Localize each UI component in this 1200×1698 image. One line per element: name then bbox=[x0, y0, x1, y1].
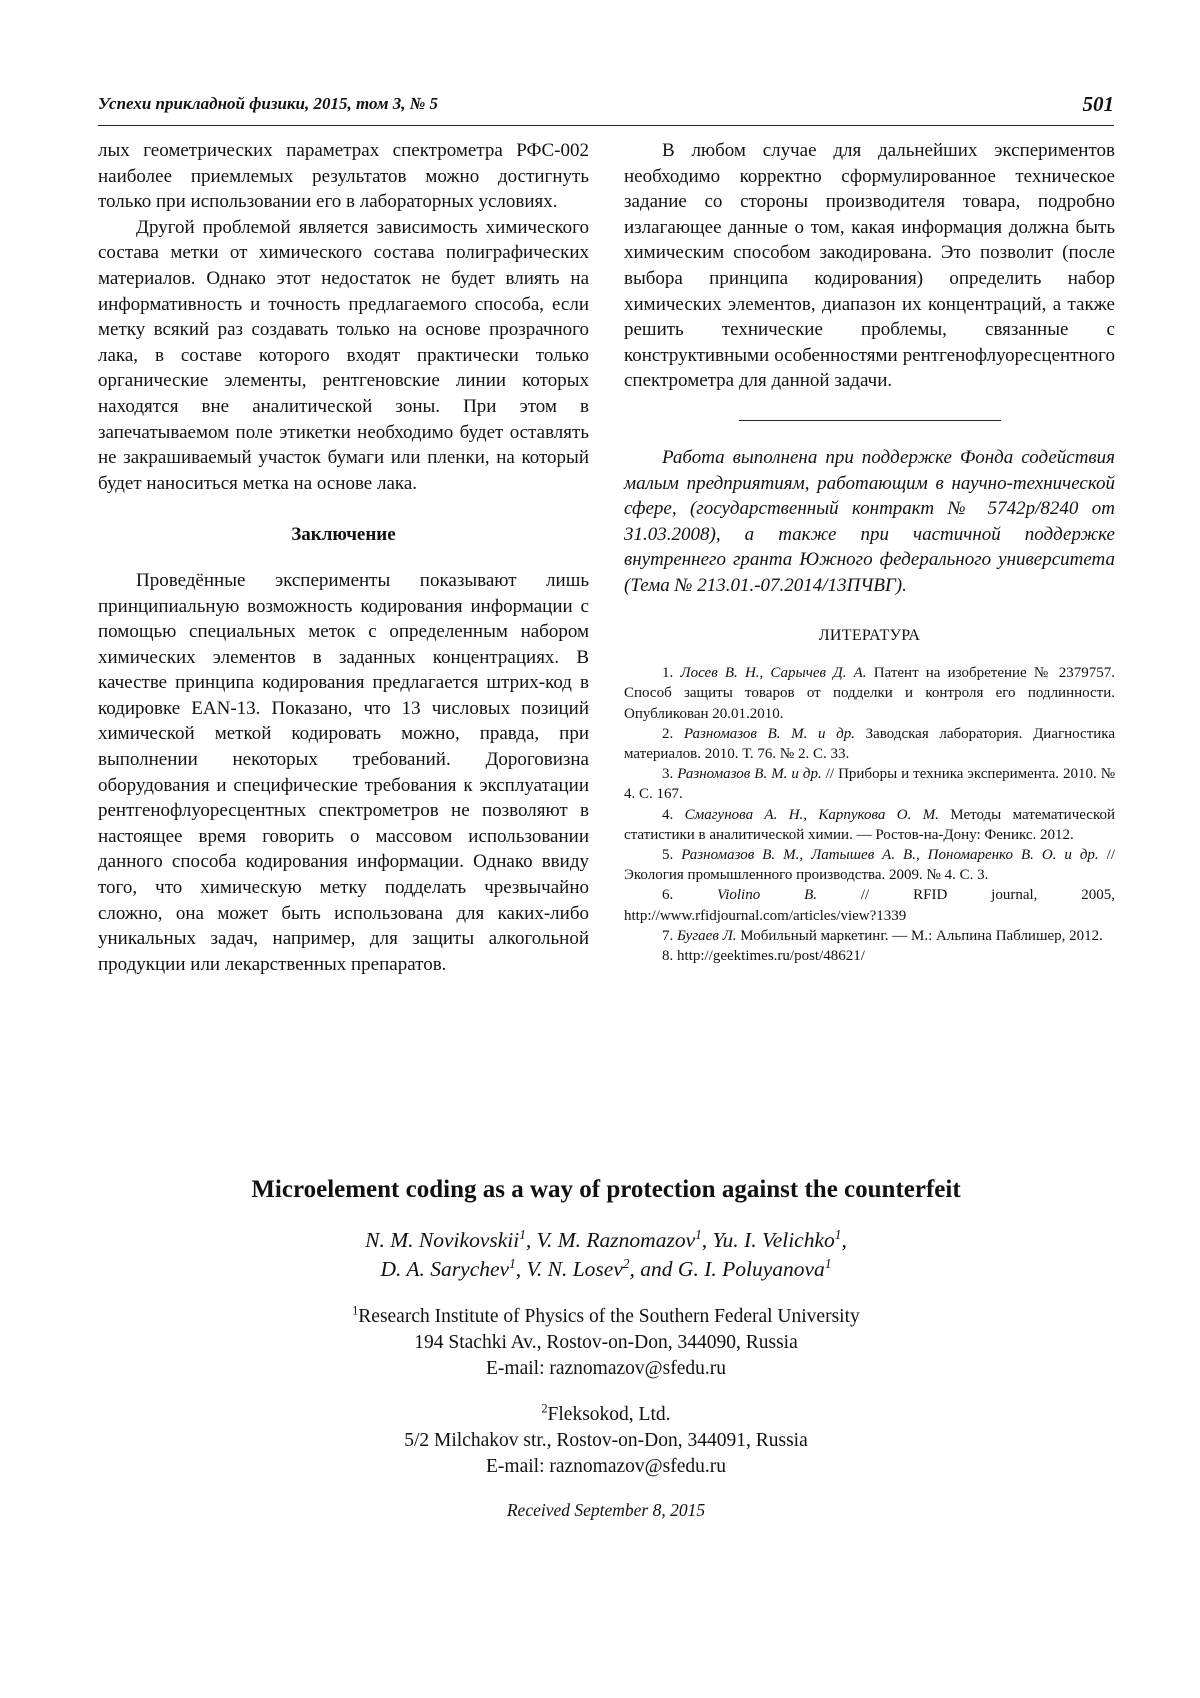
page-number: 501 bbox=[1082, 92, 1114, 116]
reference-item: 1. Лосев В. Н., Сарычев Д. А. Патент на изобретение № 2379757. Способ защиты товаров от подделки и контроля его подлинности. Опубликован 20.01.2010. bbox=[624, 665, 1115, 722]
references-heading: ЛИТЕРАТУРА bbox=[818, 626, 921, 644]
header-rule bbox=[98, 125, 1114, 126]
affiliation-email: E-mail: raznomazov@sfedu.ru bbox=[486, 1358, 726, 1379]
reference-item: 4. Смагунова А. Н., Карпукова О. М. Методы математической статистики в аналитической химии. — Ростов-на-Дону: Феникс. 2012. bbox=[624, 806, 1116, 843]
reference-item: 3. Разномазов В. М. и др. // Приборы и техника эксперимента. 2010. № 4. С. 167. bbox=[624, 766, 1116, 803]
reference-item: 6. Violino B. // RFID journal, 2005, http://www.rfidjournal.com/articles/view?1339 bbox=[624, 887, 1116, 924]
english-title: Microelement coding as a way of protection against the counterfeit bbox=[251, 1176, 961, 1203]
section-separator bbox=[739, 420, 1001, 421]
acknowledgment: Работа выполнена при поддержке Фонда содействия малым предприятиям, работающим в научно-технической сфере, (государственный контракт № 5742р/8240 от 31.03.2008), а также при частичной поддержке внутреннего гранта Южного федерального университета (Тема № 213.01.-07.2014/13ПЧВГ). bbox=[624, 446, 1115, 596]
english-abstract-block bbox=[98, 1176, 1114, 1521]
affiliation-1: $^1$Research Institute of Physics of the Southern Federal University 194 Stachki Av., Rostov-on-Don, 344090, Russia E-mail: raznomazov@sfedu.ru bbox=[98, 1304, 1114, 1382]
journal-citation: Успехи прикладной физики, 2015, том 3, № 5 bbox=[98, 94, 439, 113]
paragraph-continuation: лых геометрических параметрах спектрометра РФС-002 наиболее приемлемых результатов можно достигнуть только при использовании его в лабораторных условиях. bbox=[98, 140, 589, 213]
reference-item: 5. Разномазов В. М., Латышев А. В., Пономаренко В. О. и др. // Экология промышленного производства. 2009. № 4. С. 3. bbox=[624, 846, 1115, 884]
affiliation-email: E-mail: raznomazov@sfedu.ru bbox=[486, 1456, 726, 1477]
english-authors bbox=[98, 1226, 1114, 1284]
reference-item: 7. Бугаев Л. Мобильный маркетинг. — М.: Альпина Паблишер, 2012. bbox=[662, 927, 1103, 944]
paragraph-further-experiments: В любом случае для дальнейших экспериментов необходимо корректно сформулированное техническое задание со стороны производителя товара, подробно излагающее данные о том, какая информация должна быть химическим способом закодирована. Это позволит (после выбора принципа кодирования) определить набор химических элементов, диапазон их концентраций, а также решить технические проблемы, связанные с конструктивными особенностями рентгенофлуоресцентного спектрометра для данной задачи. bbox=[624, 140, 1115, 392]
affiliation-2: $^2$Fleksokod, Ltd. 5/2 Milchakov str., Rostov-on-Don, 344091, Russia E-mail: raznomazov@sfedu.ru bbox=[98, 1402, 1114, 1480]
conclusion-heading: Заключение bbox=[291, 524, 396, 546]
references-list bbox=[624, 663, 1115, 966]
left-column bbox=[98, 138, 589, 977]
authors-line: D. A. Sarychev$^1$, V. N. Losev$^2$, and G. I. Poluyanova$^1$ bbox=[380, 1255, 832, 1281]
right-column bbox=[624, 138, 1115, 966]
paragraph-composition-problem: Другой проблемой является зависимость химического состава метки от химического состава полиграфических материалов. Однако этот недостаток не будет влиять на информативность и точность предлагаемого способа, если метку всякий раз создавать только на основе прозрачного лака, в составе которого входят практически только органические элементы, рентгеновские линии которых находятся вне аналитической зоны. При этом в запечатываемом поле этикетки необходимо будет оставлять не закрашиваемый участок бумаги или пленки, на который будет наноситься метка на основе лака. bbox=[98, 216, 589, 494]
received-date: Received September 8, 2015 bbox=[506, 1500, 706, 1520]
running-header bbox=[98, 92, 1114, 124]
authors-line: N. M. Novikovskii$^1$, V. M. Raznomazov$^1$, Yu. I. Velichko$^1$, bbox=[365, 1226, 847, 1252]
paragraph-conclusion: Проведённые эксперименты показывают лишь принципиальную возможность кодирования информации с помощью специальных меток с определенным набором химических элементов в заданных концентрациях. В качестве принципа кодирования предлагается штрих-код в кодировке EAN-13. Показано, что 13 числовых позиций химической меткой кодировать можно, правда, при выполнении некоторых требований. Дороговизна оборудования и специфические требования к эксплуатации рентгенофлуоресцентных спектрометров не позволяют в настоящее время говорить о массовом использовании данного способа кодирования информации. Однако ввиду того, что химическую метку подделать чрезвычайно сложно, она может быть использована для каких-либо уникальных задач, например, для защиты алкогольной продукции или лекарственных препаратов. bbox=[98, 569, 589, 975]
reference-item: 2. Разномазов В. М. и др. Заводская лаборатория. Диагностика материалов. 2010. Т. 76. № 2. С. 33. bbox=[624, 725, 1115, 762]
reference-item: 8. http://geektimes.ru/post/48621/ bbox=[662, 947, 865, 964]
